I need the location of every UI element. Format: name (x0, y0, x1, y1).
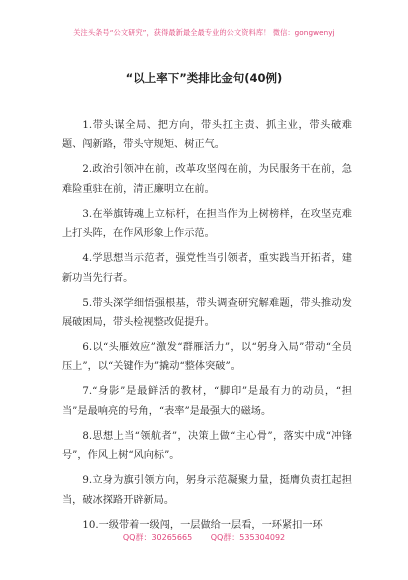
header-banner: 关注头条号“公文研究”，获得最新最全最专业的公文资料库！ 微信：gongwenyj (73, 28, 335, 37)
paragraph-9: 9.立身为旗引领方向，躬身示范凝聚力量，挺膺负责扛起担当，破冰探路开辟新局。 (62, 475, 352, 506)
paragraph-2: 2.政治引领冲在前，改革攻坚闯在前，为民服务干在前，急难险重驻在前，清正廉明立在前。 (62, 164, 352, 195)
paragraph-7: 7.“身影”是最鲜活的教材，“脚印”是最有力的动员，“担当”是最响亮的号角，“表率”是最强大的磁场。 (62, 386, 352, 417)
footer-qq-group-1: QQ群：30265665 (122, 533, 193, 542)
footer-qq-group-2: QQ群：535304092 (210, 533, 286, 542)
paragraph-5: 5.带头深学细悟强根基，带头调查研究解难题，带头推动发展破困局，带头检视整改促提升。 (62, 297, 352, 329)
paragraph-10: 10.一级带着一级闯，一层做给一层看，一环紧扣一环 (82, 519, 323, 531)
paragraph-8: 8.思想上当“领航者”，决策上做“主心骨”，落实中成“冲锋号”，作风上树“风向标”。 (62, 430, 352, 462)
document-body (62, 116, 352, 541)
document-title: “以上率下”类排比金句(40例) (125, 71, 283, 85)
paragraph-4: 4.学思想当示范者，强党性当引领者，重实践当开拓者，建新功当先行者。 (62, 253, 352, 284)
footer-contact (0, 532, 408, 543)
paragraph-3: 3.在举旗铸魂上立标杆，在担当作为上树榜样，在攻坚克难上打头阵，在作风形象上作示范。 (62, 208, 352, 240)
paragraph-1: 1.带头谋全局、把方向，带头扛主责、抓主业，带头破难题、闯新路，带头守规矩、树正气。 (62, 120, 352, 151)
paragraph-6: 6.以“头雁效应”激发“群雁活力”，以“躬身入局”带动“全员压上”，以“关键作为”撬动“整体突破”。 (62, 342, 352, 373)
